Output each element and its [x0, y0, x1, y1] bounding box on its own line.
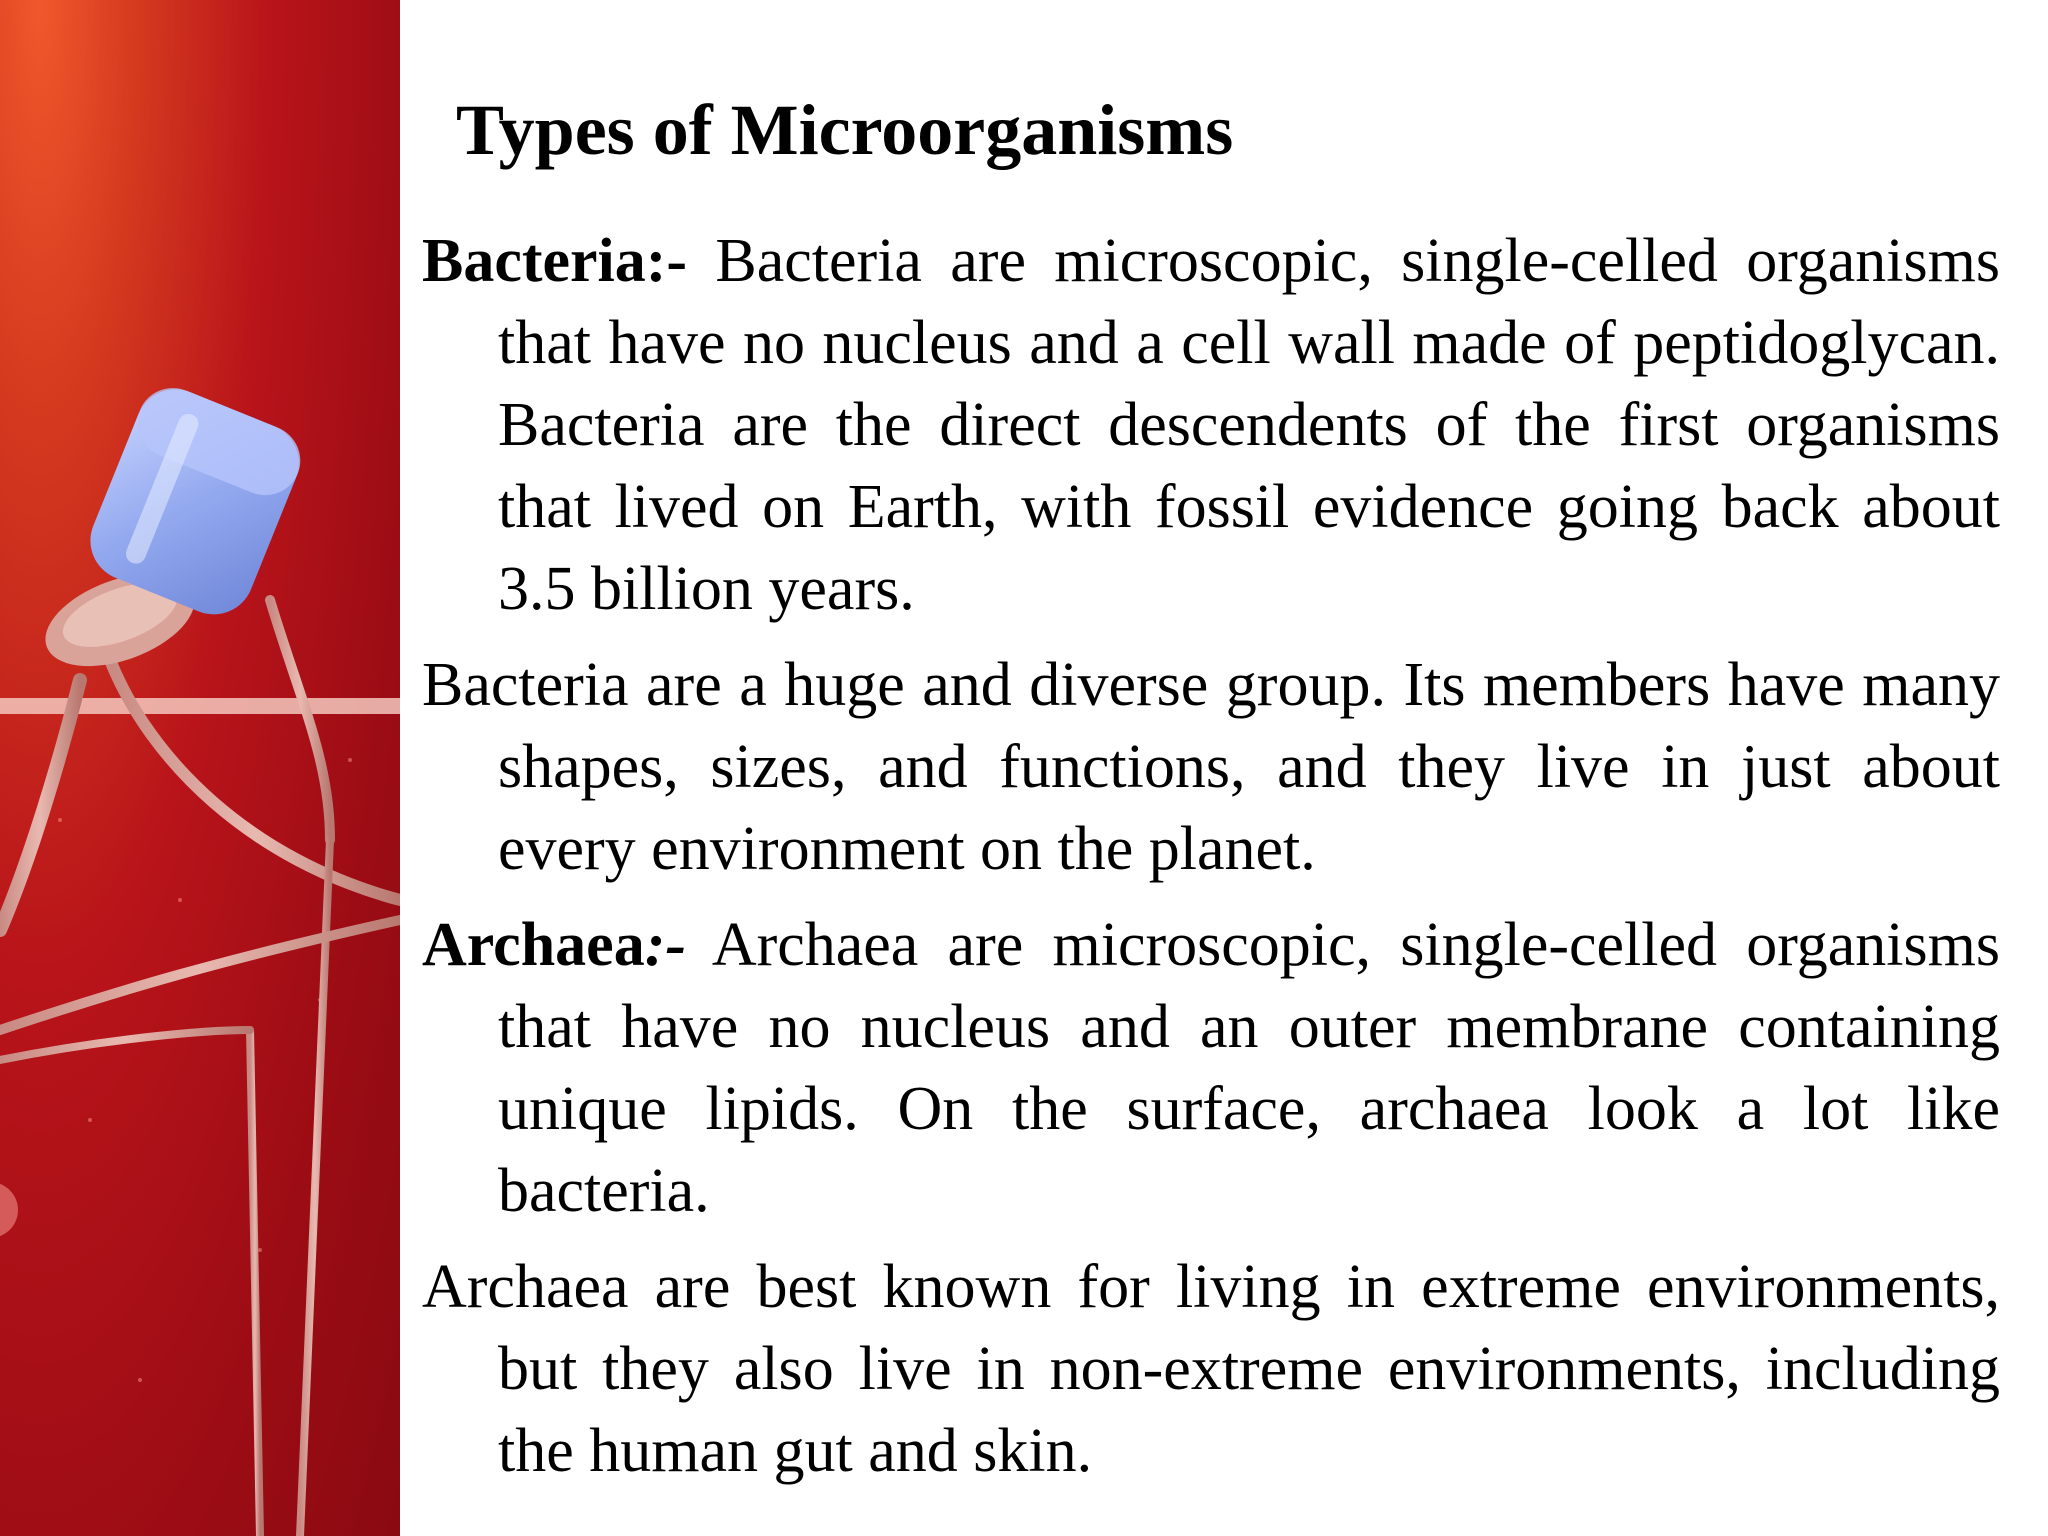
paragraph-text: Archaea are microscopic, single-celled organisms that have no nucleus and an outer membrane containing unique lipids. On the surface, archaea look a lot like bacteria.	[498, 911, 2000, 1225]
decorative-side-panel	[0, 0, 400, 1536]
term-archaea-word: Archaea	[422, 911, 645, 979]
bacteriophage-illustration	[0, 0, 400, 1536]
slide-content	[400, 0, 2048, 1536]
slide-body	[422, 220, 2000, 1506]
slide-title: Types of Microorganisms	[456, 90, 1234, 170]
paragraph-bacteria-diversity	[422, 644, 2000, 890]
paragraph-archaea-environments	[422, 1246, 2000, 1492]
paragraph-text: Bacteria are microscopic, single-celled organisms that have no nucleus and a cell wall made of peptidoglycan. Bacteria are the direct descendents of the first organisms that lived on Earth, with fossil evidence going back about 3.5 billion years.	[498, 227, 2000, 623]
paragraph-archaea-definition	[422, 904, 2000, 1232]
term-bacteria: Bacteria:-	[422, 227, 688, 295]
paragraph-text: Bacteria are a huge and diverse group. Its members have many shapes, sizes, and functions, and they live in just about every environment on the planet.	[422, 651, 2000, 883]
paragraph-bacteria-definition	[422, 220, 2000, 630]
paragraph-text: Archaea are best known for living in extreme environments, but they also live in non-extreme environments, including the human gut and skin.	[422, 1253, 2000, 1485]
term-archaea	[422, 911, 686, 979]
term-archaea-suffix: :-	[644, 911, 686, 979]
